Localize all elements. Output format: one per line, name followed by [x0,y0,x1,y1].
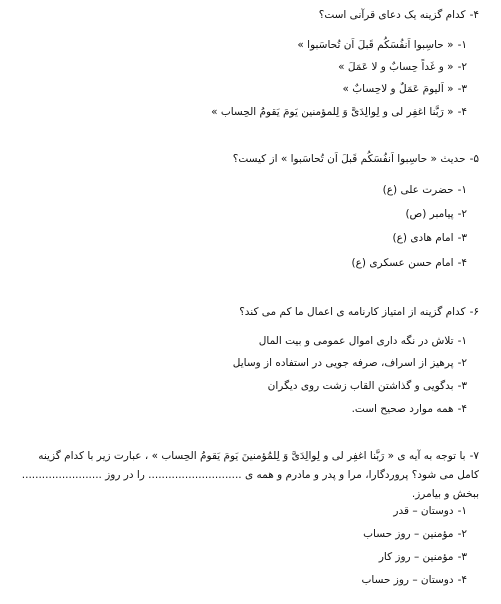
q6-option-4[interactable]: ۴-همه موارد صحیح است. [351,403,467,415]
q7-option-1[interactable]: ۱-دوستان – قدر [393,505,467,517]
q5-option-2[interactable]: ۲-پیامبر (ص) [405,208,467,220]
question-text: کدام گزینه از امتیاز کارنامه ی اعمال ما کم می کند؟ [239,306,466,318]
question-text: با توجه به آیه ی « رَبَّنا اغفِر لی و لِوالِدَیَّ وَ لِلمُؤمنینَ یَومَ یَقومُ الحِساب » ، عبارت زیر با کدام گزینه کامل می شود؟ پروردگارا، مرا و پدر و مادرم و همه ی ............................ را در روز ........................ ببخش و بیامرز. [21,450,479,500]
question-7 [16,447,479,504]
q7-option-3[interactable]: ۳-مؤمنین – روز کار [378,551,467,563]
q7-option-4[interactable]: ۴-دوستان – روز حساب [361,574,467,586]
q6-option-2[interactable]: ۲-پرهیز از اسراف، صرفه جویی در استفاده از وسایل [232,357,467,369]
q7-option-2[interactable]: ۲-مؤمنین – روز حساب [363,528,467,540]
question-number: ۷- [469,450,479,462]
question-6 [16,305,479,319]
q5-option-4[interactable]: ۴-امام حسن عسکری (ع) [351,257,467,269]
question-number: ۵- [469,153,479,165]
question-number: ۴- [469,9,479,21]
question-number: ۶- [469,306,479,318]
question-text: حدیث « حاسِبوا اَنفُسَکُم قَبلَ اَن تُحاسَبوا » از کیست؟ [232,153,466,165]
q4-option-2[interactable]: ۲-« و غَداً حِسابٌ و لا عَمَلَ » [338,61,467,73]
q6-option-3[interactable]: ۳-بدگویی و گذاشتن القاب زشت روی دیگران [267,380,467,392]
q4-option-4[interactable]: ۴-« رَبَّنا اغفِر لی و لِوالِدَیَّ وَ لِلمؤمنین یَومَ یَقومُ الحِساب » [211,106,467,118]
question-5 [16,152,479,166]
q5-option-1[interactable]: ۱-حضرت علی (ع) [382,184,467,196]
q4-option-3[interactable]: ۳-« اَلیومَ عَمَلٌ و لاحِسابٌ » [342,83,467,95]
question-text: کدام گزینه یک دعای قرآنی است؟ [318,9,466,21]
question-4 [16,8,479,22]
q5-option-3[interactable]: ۳-امام هادی (ع) [392,232,467,244]
q4-option-1[interactable]: ۱-« حاسِبوا اَنفُسَکُم قَبلَ اَن تُحاسَبوا » [297,39,467,51]
q6-option-1[interactable]: ۱-تلاش در نگه داری اموال عمومی و بیت المال [258,335,467,347]
